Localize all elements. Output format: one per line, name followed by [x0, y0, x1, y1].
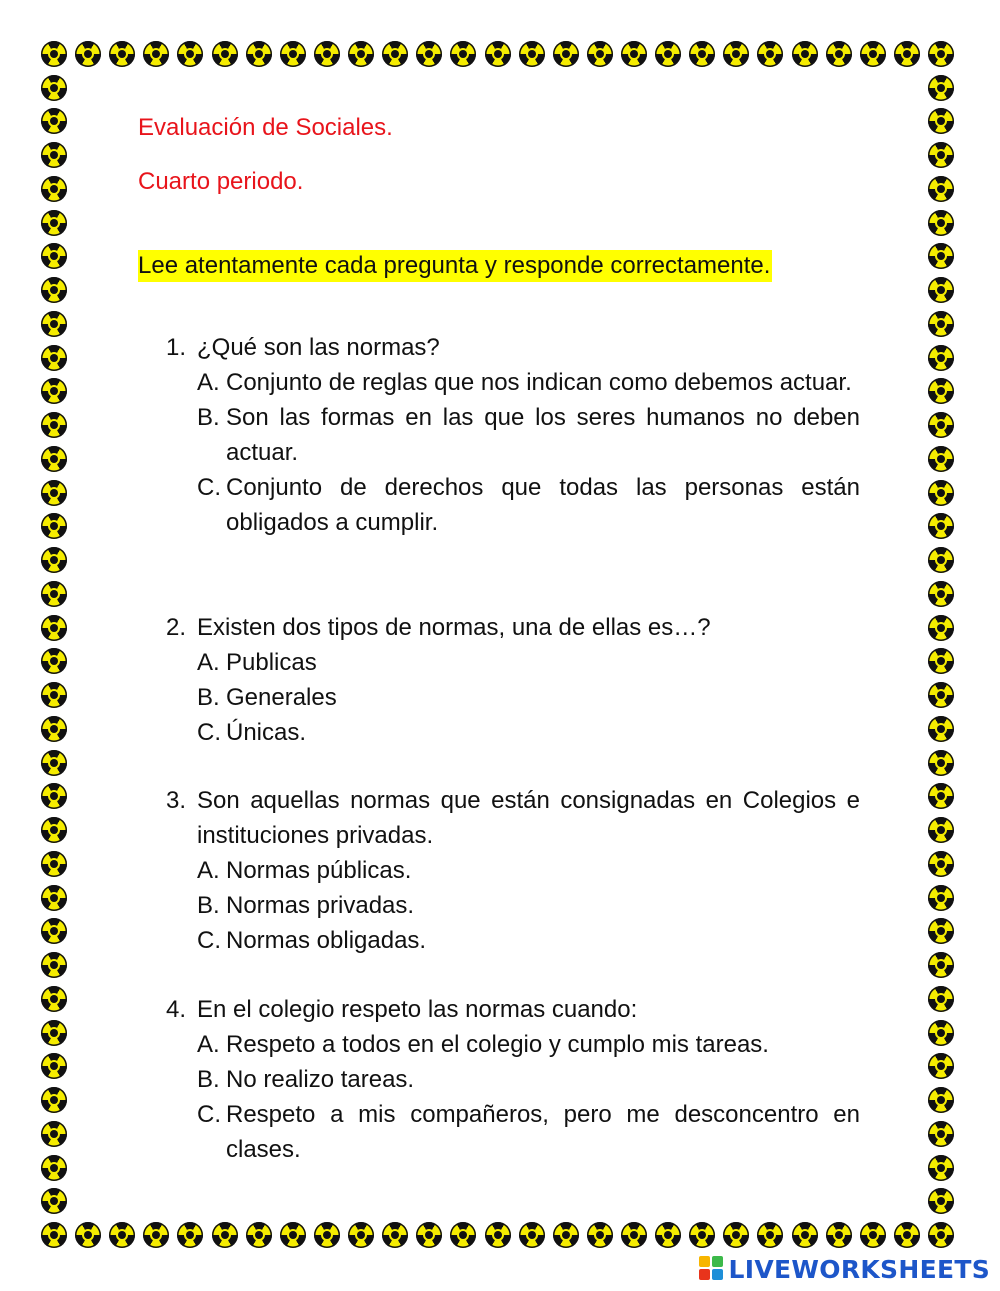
radiation-icon: [41, 176, 67, 202]
radiation-icon: [41, 682, 67, 708]
radiation-icon: [689, 1222, 715, 1248]
radiation-icon: [792, 41, 818, 67]
radiation-icon: [41, 885, 67, 911]
radiation-icon: [212, 1222, 238, 1248]
radiation-icon: [41, 615, 67, 641]
option-text: Respeto a todos en el colegio y cumplo mis tareas.: [226, 1031, 769, 1058]
option-a[interactable]: [197, 853, 860, 888]
question-number: 4.: [166, 996, 187, 1023]
radiation-icon: [41, 817, 67, 843]
radiation-icon: [928, 1053, 954, 1079]
radiation-icon: [177, 41, 203, 67]
radiation-icon: [860, 1222, 886, 1248]
radiation-icon: [75, 41, 101, 67]
radiation-icon: [655, 41, 681, 67]
radiation-icon: [621, 1222, 647, 1248]
radiation-icon: [41, 480, 67, 506]
radiation-icon: [382, 1222, 408, 1248]
radiation-icon: [928, 277, 954, 303]
radiation-icon: [41, 513, 67, 539]
option-text: Únicas.: [226, 719, 307, 746]
radiation-icon: [314, 41, 340, 67]
radiation-icon: [928, 581, 954, 607]
radiation-icon: [348, 1222, 374, 1248]
radiation-icon: [928, 41, 954, 67]
radiation-icon: [485, 1222, 511, 1248]
radiation-icon: [587, 1222, 613, 1248]
radiation-icon: [928, 1020, 954, 1046]
option-a[interactable]: [197, 1027, 860, 1062]
radiation-icon: [928, 885, 954, 911]
option-c[interactable]: [197, 715, 860, 750]
radiation-icon: [75, 1222, 101, 1248]
question-1: [166, 330, 860, 540]
radiation-icon: [41, 952, 67, 978]
option-letter: A.: [197, 1031, 220, 1058]
radiation-icon: [928, 311, 954, 337]
option-c[interactable]: [197, 470, 860, 540]
option-text: Respeto a mis compañeros, pero me desconcentro en clases.: [226, 1101, 860, 1163]
radiation-icon: [928, 412, 954, 438]
radiation-icon: [928, 1121, 954, 1147]
radiation-icon: [450, 1222, 476, 1248]
radiation-icon: [928, 716, 954, 742]
option-letter: C.: [197, 927, 221, 954]
liveworksheets-logo-icon: [699, 1256, 725, 1282]
radiation-icon: [41, 412, 67, 438]
radiation-icon: [41, 1053, 67, 1079]
radiation-icon: [41, 243, 67, 269]
option-text: Normas públicas.: [226, 857, 412, 884]
radiation-icon: [826, 1222, 852, 1248]
radiation-icon: [41, 1188, 67, 1214]
option-b[interactable]: [197, 888, 860, 923]
radiation-icon: [41, 108, 67, 134]
radiation-icon: [280, 1222, 306, 1248]
option-letter: C.: [197, 1101, 221, 1128]
radiation-icon: [41, 142, 67, 168]
option-letter: B.: [197, 1066, 220, 1093]
radiation-icon: [41, 446, 67, 472]
radiation-icon: [41, 1155, 67, 1181]
question-number: 1.: [166, 334, 187, 361]
option-letter: A.: [197, 369, 220, 396]
liveworksheets-watermark[interactable]: [699, 1254, 990, 1284]
question-number: 2.: [166, 614, 187, 641]
radiation-icon: [928, 1222, 954, 1248]
radiation-icon: [314, 1222, 340, 1248]
radiation-icon: [928, 682, 954, 708]
option-letter: B.: [197, 404, 220, 431]
radiation-icon: [928, 513, 954, 539]
radiation-icon: [928, 480, 954, 506]
instruction-highlight: Lee atentamente cada pregunta y responde correctamente.: [138, 250, 772, 282]
radiation-icon: [621, 41, 647, 67]
radiation-icon: [928, 648, 954, 674]
radiation-icon: [41, 750, 67, 776]
question-number: 3.: [166, 787, 187, 814]
radiation-icon: [246, 41, 272, 67]
radiation-icon: [41, 311, 67, 337]
radiation-icon: [826, 41, 852, 67]
radiation-icon: [143, 1222, 169, 1248]
radiation-icon: [928, 817, 954, 843]
radiation-icon: [928, 918, 954, 944]
radiation-icon: [928, 547, 954, 573]
option-b[interactable]: [197, 1062, 860, 1097]
radiation-icon: [41, 378, 67, 404]
option-c[interactable]: [197, 1097, 860, 1167]
radiation-icon: [928, 142, 954, 168]
radiation-icon: [928, 243, 954, 269]
radiation-icon: [41, 581, 67, 607]
radiation-icon: [41, 41, 67, 67]
radiation-icon: [41, 1121, 67, 1147]
radiation-icon: [143, 41, 169, 67]
period-subtitle: Cuarto periodo.: [138, 168, 304, 195]
radiation-icon: [860, 41, 886, 67]
option-text: Publicas: [226, 649, 317, 676]
option-a[interactable]: [197, 365, 860, 400]
option-letter: A.: [197, 649, 220, 676]
radiation-icon: [757, 41, 783, 67]
radiation-icon: [109, 1222, 135, 1248]
option-letter: B.: [197, 684, 220, 711]
radiation-icon: [41, 851, 67, 877]
watermark-text: LIVEWORKSHEETS: [728, 1254, 990, 1284]
radiation-icon: [928, 615, 954, 641]
radiation-icon: [553, 1222, 579, 1248]
radiation-icon: [792, 1222, 818, 1248]
option-a[interactable]: [197, 645, 860, 680]
radiation-icon: [928, 210, 954, 236]
radiation-icon: [416, 41, 442, 67]
radiation-icon: [928, 345, 954, 371]
question-2: [166, 610, 860, 750]
radiation-icon: [928, 446, 954, 472]
radiation-icon: [41, 345, 67, 371]
radiation-icon: [41, 648, 67, 674]
radiation-icon: [41, 783, 67, 809]
radiation-icon: [41, 1087, 67, 1113]
option-letter: C.: [197, 719, 221, 746]
radiation-icon: [485, 41, 511, 67]
option-text: No realizo tareas.: [226, 1066, 415, 1093]
radiation-icon: [928, 176, 954, 202]
radiation-icon: [894, 1222, 920, 1248]
radiation-icon: [41, 210, 67, 236]
radiation-icon: [928, 1087, 954, 1113]
question-text: Son aquellas normas que están consignadas en Colegios e instituciones privadas.: [197, 787, 860, 849]
radiation-icon: [757, 1222, 783, 1248]
radiation-icon: [928, 75, 954, 101]
radiation-icon: [109, 41, 135, 67]
radiation-icon: [723, 1222, 749, 1248]
radiation-icon: [928, 750, 954, 776]
radiation-icon: [519, 41, 545, 67]
radiation-icon: [928, 851, 954, 877]
radiation-icon: [280, 41, 306, 67]
radiation-icon: [246, 1222, 272, 1248]
radiation-icon: [928, 783, 954, 809]
radiation-icon: [212, 41, 238, 67]
option-text: Conjunto de derechos que todas las personas están obligados a cumplir.: [226, 474, 860, 536]
radiation-icon: [553, 41, 579, 67]
option-text: Conjunto de reglas que nos indican como debemos actuar.: [226, 369, 852, 396]
radiation-icon: [928, 986, 954, 1012]
radiation-icon: [894, 41, 920, 67]
option-b[interactable]: [197, 400, 860, 470]
option-c[interactable]: [197, 923, 860, 958]
option-letter: C.: [197, 474, 221, 501]
option-text: Normas obligadas.: [226, 927, 427, 954]
radiation-icon: [928, 1155, 954, 1181]
radiation-icon: [519, 1222, 545, 1248]
radiation-icon: [41, 716, 67, 742]
radiation-icon: [416, 1222, 442, 1248]
option-text: Son las formas en las que los seres humanos no deben actuar.: [226, 404, 860, 466]
radiation-icon: [41, 986, 67, 1012]
question-text: En el colegio respeto las normas cuando:: [197, 996, 638, 1023]
radiation-icon: [177, 1222, 203, 1248]
radiation-icon: [450, 41, 476, 67]
question-4: [166, 992, 860, 1167]
option-letter: B.: [197, 892, 220, 919]
radiation-icon: [41, 918, 67, 944]
question-3: [166, 783, 860, 958]
radiation-icon: [723, 41, 749, 67]
radiation-icon: [928, 108, 954, 134]
page-title: Evaluación de Sociales.: [138, 114, 393, 141]
radiation-icon: [689, 41, 715, 67]
radiation-icon: [928, 378, 954, 404]
radiation-icon: [41, 277, 67, 303]
radiation-icon: [655, 1222, 681, 1248]
option-letter: A.: [197, 857, 220, 884]
option-text: Normas privadas.: [226, 892, 415, 919]
radiation-icon: [348, 41, 374, 67]
option-b[interactable]: [197, 680, 860, 715]
radiation-icon: [928, 952, 954, 978]
radiation-icon: [41, 547, 67, 573]
radiation-icon: [587, 41, 613, 67]
radiation-icon: [928, 1188, 954, 1214]
question-text: Existen dos tipos de normas, una de ellas es…?: [197, 614, 711, 641]
option-text: Generales: [226, 684, 337, 711]
question-text: ¿Qué son las normas?: [197, 334, 440, 361]
radiation-icon: [41, 1020, 67, 1046]
radiation-icon: [382, 41, 408, 67]
radiation-icon: [41, 1222, 67, 1248]
radiation-icon: [41, 75, 67, 101]
